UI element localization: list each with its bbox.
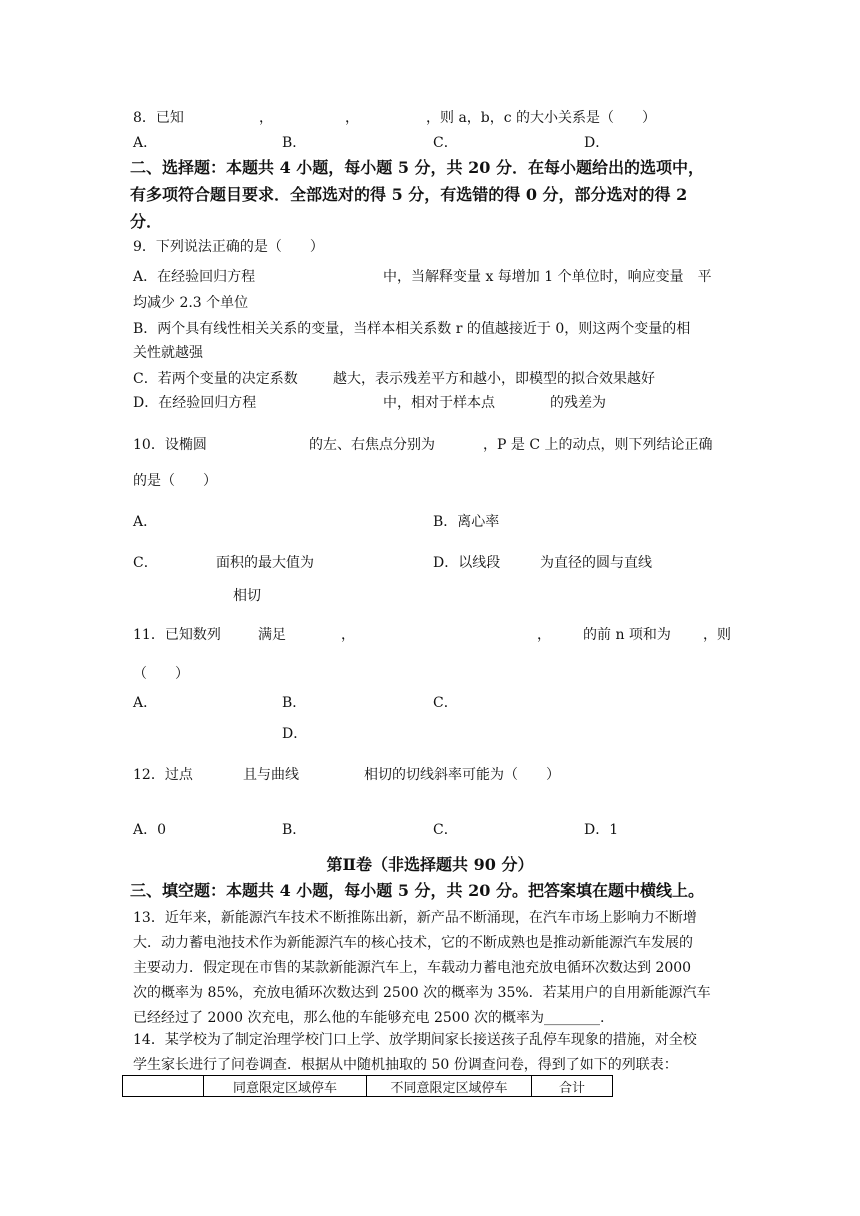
q8-stem-a: 8．已知	[133, 110, 184, 126]
q11-stem-a: 11．已知数列	[133, 627, 221, 643]
q9-stem: 9．下列说法正确的是（ ）	[133, 239, 324, 255]
q13-line4: 次的概率为 85%，充放电循环次数达到 2500 次的概率为 35%．若某用户的自用新能源汽车	[133, 985, 711, 1001]
q11-option-a: A．	[133, 695, 158, 711]
table-header-cell: 同意限定区域停车	[204, 1076, 367, 1097]
q10-stem-a: 10．设椭圆	[133, 437, 207, 453]
q14-line1: 14．某学校为了制定治理学校门口上学、放学期间家长接送孩子乱停车现象的措施，对全校	[133, 1032, 697, 1048]
table-header-cell: 合计	[532, 1076, 613, 1097]
q9-option-b-line1: B．两个具有线性相关关系的变量，当样本相关系数 r 的值越接近于 0，则这两个变量的相	[133, 321, 691, 337]
part2-title: 第Ⅱ卷（非选择题共 90 分）	[326, 855, 534, 874]
q10-stem-line2: 的是（ ）	[133, 473, 217, 489]
q9-option-d-pre: D．在经验回归方程	[133, 395, 257, 411]
q8-option-a: A．	[133, 135, 158, 151]
section2-line2: 有多项符合题目要求．全部选对的得 5 分，有选错的得 0 分，部分选对的得 2	[130, 185, 688, 204]
q11-stem-d: ，	[537, 627, 551, 643]
q11-stem-line2: （ ）	[133, 666, 189, 682]
q9-option-a-post: 中，当解释变量 x 每增加 1 个单位时，响应变量 平	[383, 269, 712, 285]
q12-stem-b: 且与曲线	[243, 767, 299, 783]
q10-option-d-line2: 相切	[233, 588, 261, 604]
q12-option-d: D．1	[584, 822, 619, 838]
q10-stem-b: 的左、右焦点分别为	[309, 437, 435, 453]
table-header-cell	[123, 1076, 204, 1097]
section2-line3: 分．	[130, 212, 163, 231]
q13-line1: 13．近年来，新能源汽车技术不断推陈出新，新产品不断涌现，在汽车市场上影响力不断增	[133, 910, 697, 926]
q13-line2: 大．动力蓄电池技术作为新能源汽车的核心技术，它的不断成熟也是推动新能源汽车发展的	[133, 935, 693, 951]
q12-option-a: A．0	[133, 822, 167, 838]
q8-option-b: B．	[282, 135, 307, 151]
table-header-cell: 不同意限定区域停车	[367, 1076, 532, 1097]
q9-option-b-line2: 关性就越强	[133, 345, 203, 361]
q10-option-d-pre: D．以线段	[433, 555, 501, 571]
q9-option-d-post: 的残差为	[550, 395, 606, 411]
q12-stem-a: 12．过点	[133, 767, 193, 783]
q8-stem-d: ，则 a，b，c 的大小关系是（ ）	[426, 110, 657, 126]
q11-stem-b: 满足	[258, 627, 286, 643]
q11-stem-f: ，则	[703, 627, 731, 643]
q10-option-b: B．离心率	[433, 514, 500, 530]
q10-option-c-post: 面积的最大值为	[216, 555, 314, 571]
q13-line3: 主要动力．假定现在市售的某款新能源汽车上，车载动力蓄电池充放电循环次数达到 2000	[133, 960, 692, 976]
q10-option-a: A．	[133, 514, 158, 530]
q12-option-b: B．	[282, 822, 307, 838]
section2-line1: 二、选择题：本题共 4 小题，每小题 5 分，共 20 分．在每小题给出的选项中，	[130, 158, 704, 177]
q11-option-c: C．	[433, 695, 458, 711]
q9-option-a-pre: A．在经验回归方程	[133, 269, 256, 285]
q8-stem-c: ，	[345, 110, 359, 126]
q14-line2: 学生家长进行了问卷调查．根据从中随机抽取的 50 份调查问卷，得到了如下的列联表：	[133, 1057, 678, 1073]
q10-option-d-post: 为直径的圆与直线	[540, 555, 652, 571]
q10-option-c-pre: C．	[133, 555, 158, 571]
q11-stem-e: 的前 n 项和为	[583, 627, 671, 643]
q9-option-c-pre: C．若两个变量的决定系数	[133, 371, 298, 387]
q8-option-c: C．	[433, 135, 458, 151]
q10-stem-c: ，P 是 C 上的动点，则下列结论正确	[483, 437, 713, 453]
q11-option-b: B．	[282, 695, 307, 711]
section3-heading: 三、填空题：本题共 4 小题，每小题 5 分，共 20 分。把答案填在题中横线上。	[130, 881, 704, 900]
q11-stem-c: ，	[341, 627, 355, 643]
q9-option-d-mid: 中，相对于样本点	[383, 395, 495, 411]
q12-option-c: C．	[433, 822, 458, 838]
q9-option-a-line2: 均减少 2.3 个单位	[133, 295, 249, 311]
table-header-row	[123, 1076, 613, 1097]
q11-option-d: D．	[282, 726, 308, 742]
contingency-table	[122, 1075, 613, 1097]
q13-line5: 已经经过了 2000 次充电，那么他的车能够充电 2500 次的概率为________.	[133, 1010, 605, 1026]
q8-stem-b: ，	[259, 110, 273, 126]
q12-stem-c: 相切的切线斜率可能为（ ）	[364, 767, 560, 783]
q9-option-c-post: 越大，表示残差平方和越小，即模型的拟合效果越好	[333, 371, 655, 387]
q8-option-d: D．	[584, 135, 610, 151]
